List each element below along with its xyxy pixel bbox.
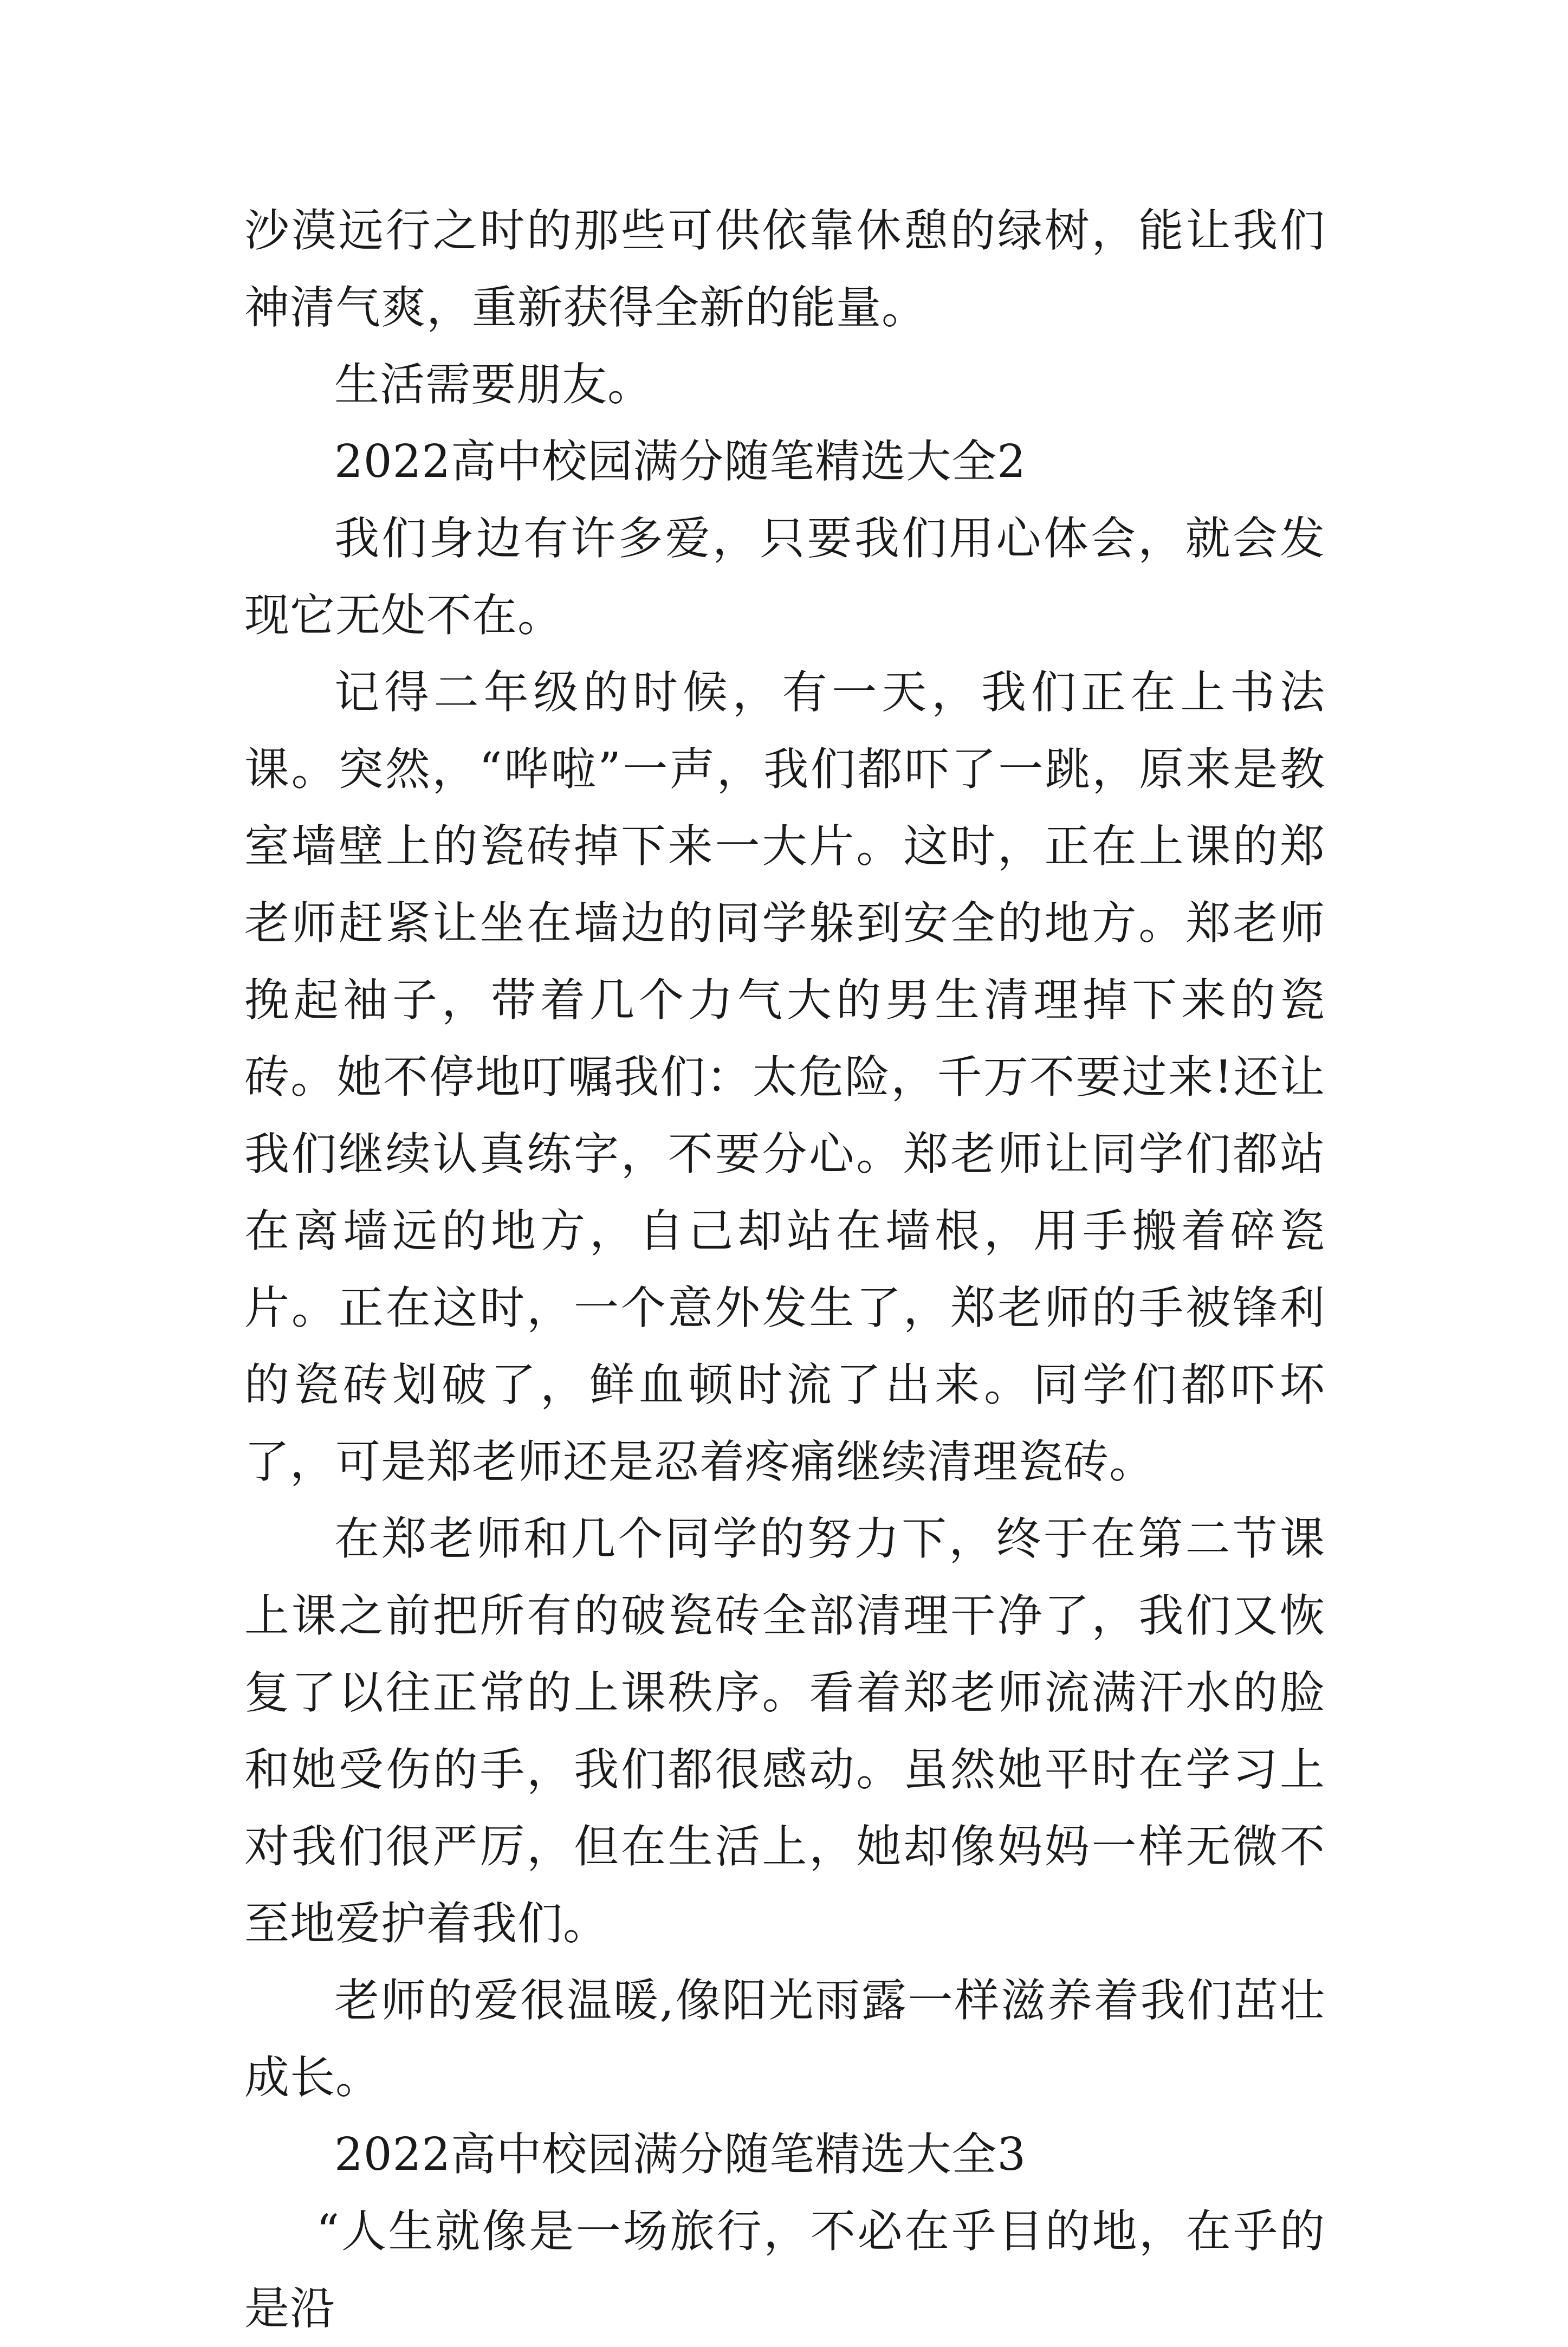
paragraph: 在郑老师和几个同学的努力下，终于在第二节课上课之前把所有的破瓷砖全部清理干净了，我们又恢复了以往正常的上课秩序。看着郑老师流满汗水的脸和她受伤的手，我们都很感动。虽然她平时在学习上对我们很严厉，但在生活上，她却像妈妈一样无微不至地爱护着我们。	[244, 1512, 1325, 1950]
section-heading: 2022高中校园满分随笔精选大全2	[334, 435, 1027, 488]
paragraph-quote: “人生就像是一场旅行，不必在乎目的地，在乎的是沿	[244, 2205, 1325, 2335]
paragraph-continuation: 沙漠远行之时的那些可供依靠休憩的绿树，能让我们神清气爽，重新获得全新的能量。	[244, 204, 1325, 334]
section-heading: 2022高中校园满分随笔精选大全3	[334, 2128, 1027, 2181]
paragraph: 生活需要朋友。	[334, 358, 653, 411]
paragraph: 记得二年级的时候，有一天，我们正在上书法课。突然，“哗啦”一声，我们都吓了一跳，原来是教室墙壁上的瓷砖掉下来一大片。这时，正在上课的郑老师赶紧让坐在墙边的同学躲到安全的地方。郑老师挽起袖子，带着几个力气大的男生清理掉下来的瓷砖。她不停地叮嘱我们：太危险，千万不要过来!还让我们继续认真练字，不要分心。郑老师让同学们都站在离墙远的地方，自己却站在墙根，用手搬着碎瓷片。正在这时，一个意外发生了，郑老师的手被锋利的瓷砖划破了，鲜血顿时流了出来。同学们都吓坏了，可是郑老师还是忍着疼痛继续清理瓷砖。	[244, 666, 1325, 1488]
paragraph: 老师的爱很温暖,像阳光雨露一样滋养着我们茁壮成长。	[244, 1974, 1325, 2104]
document-body	[244, 192, 1325, 2347]
paragraph: 我们身边有许多爱，只要我们用心体会，就会发现它无处不在。	[244, 512, 1325, 642]
